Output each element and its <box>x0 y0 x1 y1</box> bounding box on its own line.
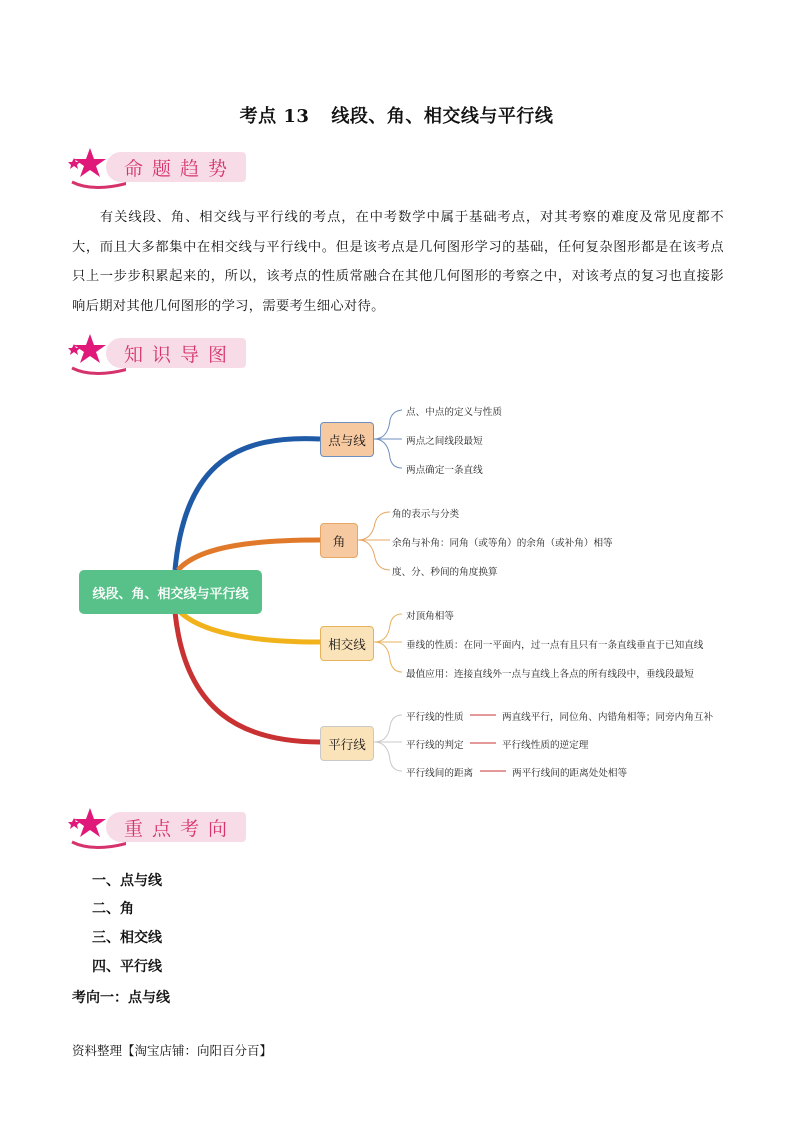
banner-trend <box>66 144 251 196</box>
banner-title: 重点考向 <box>124 818 237 840</box>
banner-title: 命题趋势 <box>124 158 237 180</box>
mindmap-detail: 平行线性质的逆定理 <box>502 740 589 751</box>
page-title <box>0 102 793 128</box>
star-icon <box>66 804 126 856</box>
mindmap-branch-3: 相交线 <box>320 626 374 661</box>
mindmap-leaf: 两点之间线段最短 <box>406 436 483 447</box>
mindmap-leaf: 两点确定一条直线 <box>406 465 483 476</box>
mindmap-leaf: 平行线的性质 <box>406 712 464 723</box>
title-number: 考点 13 <box>239 106 310 127</box>
mindmap-leaf: 点、中点的定义与性质 <box>406 407 502 418</box>
star-icon <box>66 330 126 382</box>
mindmap-detail: 两平行线间的距离处处相等 <box>512 768 628 779</box>
mindmap-leaf: 角的表示与分类 <box>392 509 460 520</box>
mindmap-branch-4: 平行线 <box>320 726 374 761</box>
mindmap-leaf: 平行线的判定 <box>406 740 464 751</box>
section-heading: 考向一：点与线 <box>72 990 170 1006</box>
mindmap-branch-2: 角 <box>320 523 358 558</box>
banner-mindmap <box>66 330 251 382</box>
branch-line-1 <box>175 439 320 570</box>
banner-title: 知识导图 <box>124 344 237 366</box>
mindmap-leaf: 度、分、秒间的角度换算 <box>392 567 498 578</box>
intro-paragraph: 有关线段、角、相交线与平行线的考点，在中考数学中属于基础考点，对其考察的难度及常见度都不大，而且大多都集中在相交线与平行线中。但是该考点是几何图形学习的基础，任何复杂图形都是在该考点只上一步步积累起来的，所以，该考点的性质常融合在其他几何图形的考察之中，对该考点的复习也直接影响后期对其他几何图形的学习，需要考生细心对待。 <box>72 210 724 314</box>
mindmap-leaf: 余角与补角：同角（或等角）的余角（或补角）相等 <box>392 538 613 549</box>
title-text: 线段、角、相交线与平行线 <box>331 106 554 127</box>
footer-text: 资料整理【淘宝店铺：向阳百分百】 <box>72 1043 273 1058</box>
mindmap-branch-1: 点与线 <box>320 422 374 457</box>
banner-focus <box>66 804 251 856</box>
mindmap-detail: 两直线平行，同位角、内错角相等；同旁内角互补 <box>502 712 714 723</box>
outline-item: 一、点与线 <box>92 873 162 889</box>
outline-item: 三、相交线 <box>92 930 162 946</box>
mindmap-leaf: 垂线的性质：在同一平面内，过一点有且只有一条直线垂直于已知直线 <box>406 640 704 651</box>
outline-item: 四、平行线 <box>92 959 162 975</box>
branch-line-4 <box>175 612 320 742</box>
mindmap-leaf: 平行线间的距离 <box>406 768 474 779</box>
star-icon <box>66 144 126 196</box>
mindmap-leaf: 最值应用：连接直线外一点与直线上各点的所有线段中，垂线段最短 <box>406 669 694 680</box>
branch-line-3 <box>180 612 320 642</box>
mindmap-root: 线段、角、相交线与平行线 <box>79 570 262 614</box>
branch-line-2 <box>178 540 320 570</box>
mindmap-leaf: 对顶角相等 <box>406 611 454 622</box>
outline-item: 二、角 <box>92 901 134 917</box>
